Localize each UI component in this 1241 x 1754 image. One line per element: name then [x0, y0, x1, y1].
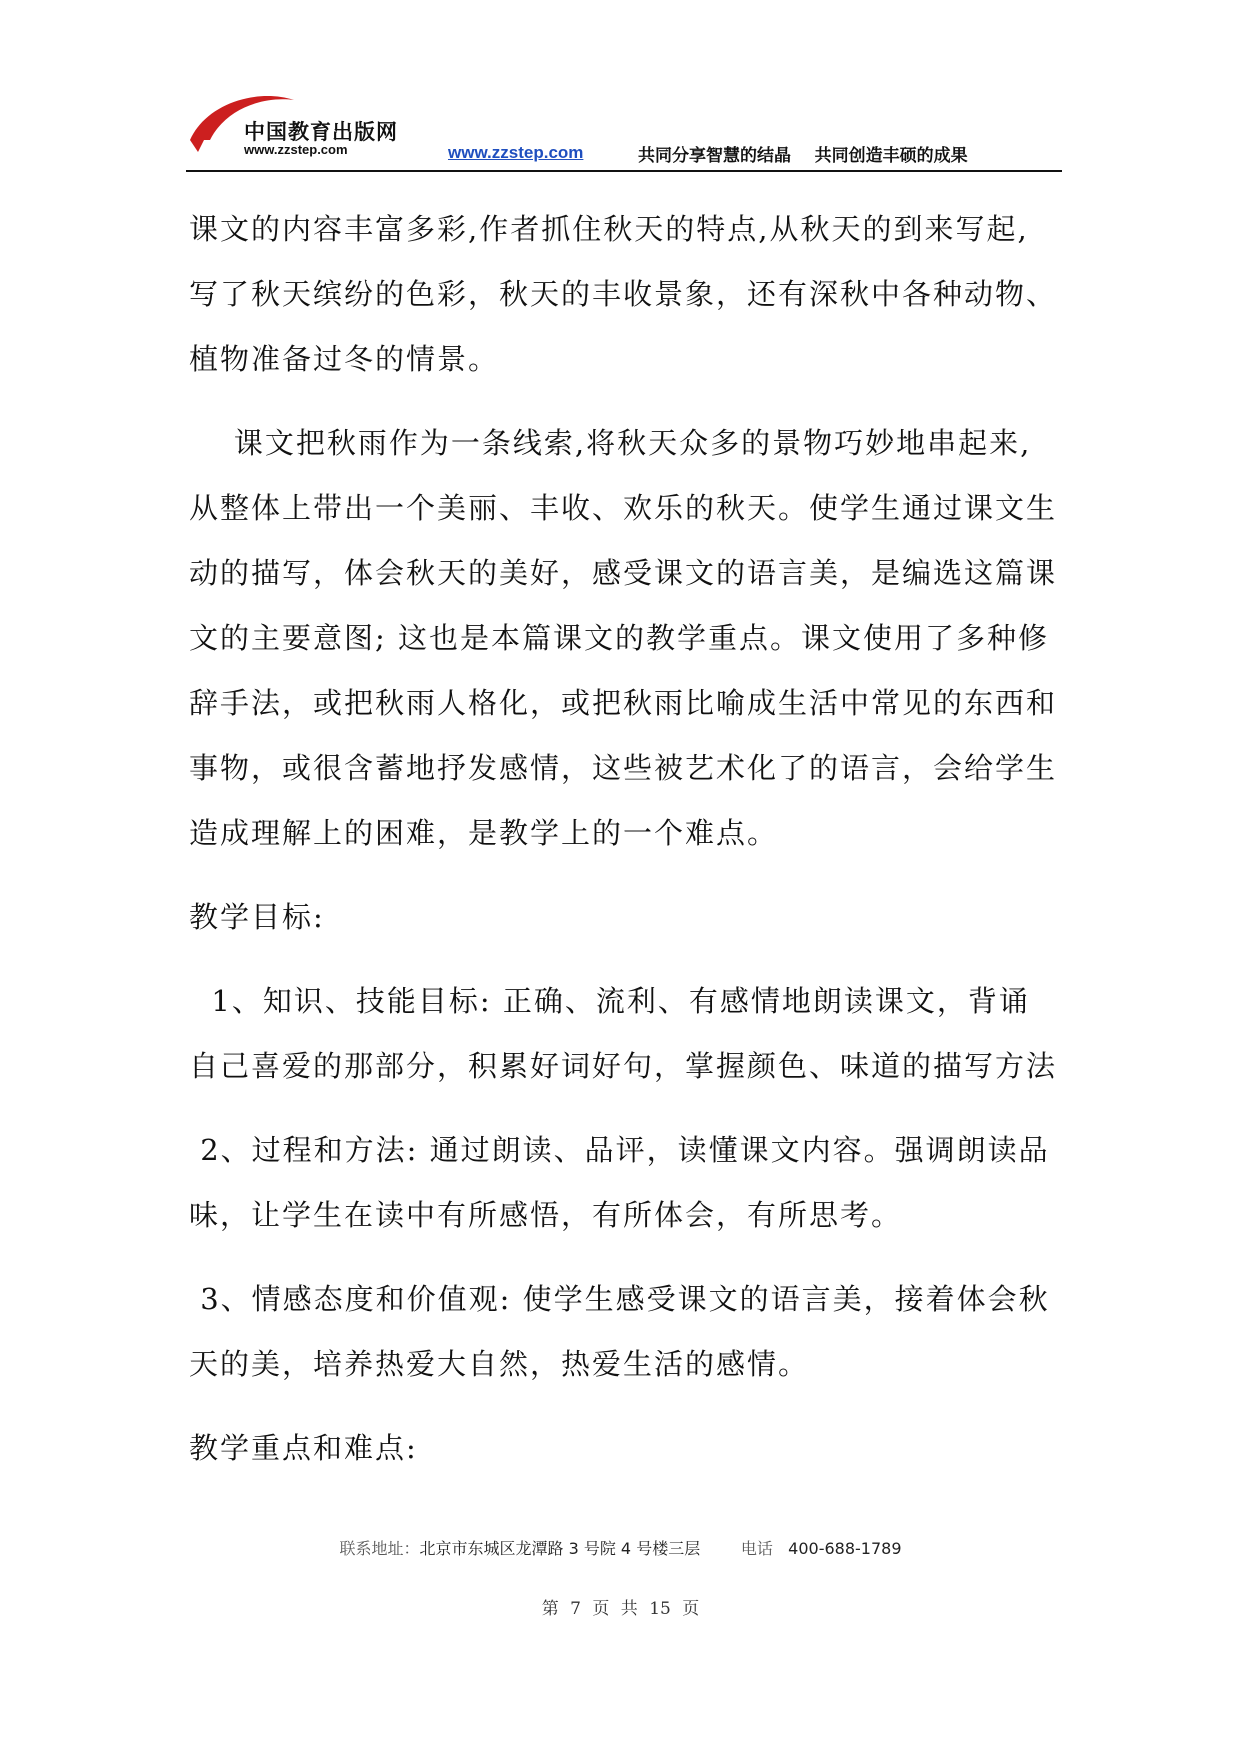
body-line: 写了秋天缤纷的色彩，秋天的丰收景象，还有深秋中各种动物、	[189, 277, 1058, 311]
page-header	[186, 86, 1062, 172]
page-current: 7	[570, 1599, 581, 1619]
body-line: 课文的内容丰富多彩,作者抓住秋天的特点,从秋天的到来写起,	[189, 212, 1029, 246]
body-line: 动的描写，体会秋天的美好，感受课文的语言美，是编选这篇课	[189, 556, 1058, 590]
body-line: 文的主要意图; 这也是本篇课文的教学重点。课文使用了多种修	[189, 621, 1049, 655]
body-line: 自己喜爱的那部分，积累好词好句，掌握颜色、味道的描写方法	[189, 1049, 1058, 1083]
body-line: 辞手法，或把秋雨人格化，或把秋雨比喻成生活中常见的东西和	[189, 686, 1058, 720]
header-slogan: 共同分享智慧的结晶 共同创造丰硕的成果	[638, 146, 968, 166]
section-heading: 教学目标:	[189, 900, 325, 934]
page-prefix: 第	[541, 1599, 559, 1619]
logo-url-text: www.zzstep.com	[244, 142, 348, 157]
page-total: 15	[649, 1599, 671, 1619]
footer-contact	[0, 1536, 1241, 1559]
page-number	[0, 1594, 1241, 1619]
document-body	[189, 197, 1069, 1481]
phone-label: 电话	[740, 1539, 773, 1558]
contact-address: 北京市东城区龙潭路 3 号院 4 号楼三层	[419, 1539, 701, 1558]
body-line: 1、知识、技能目标: 正确、流利、有感情地朗读课文，背诵	[189, 984, 1030, 1018]
logo-chinese-text: 中国教育出版网	[244, 119, 398, 144]
body-line: 从整体上带出一个美丽、丰收、欢乐的秋天。使学生通过课文生	[189, 491, 1058, 525]
section-heading: 教学重点和难点:	[189, 1431, 418, 1465]
page-mid: 页 共	[592, 1599, 638, 1619]
body-line: 造成理解上的困难，是教学上的一个难点。	[189, 816, 779, 850]
page-suffix: 页	[682, 1599, 700, 1619]
body-line: 课文把秋雨作为一条线索,将秋天众多的景物巧妙地串起来,	[189, 426, 1032, 460]
body-line: 事物，或很含蓄地抒发感情，这些被艺术化了的语言，会给学生	[189, 751, 1058, 785]
body-line: 味，让学生在读中有所感悟，有所体会，有所思考。	[189, 1198, 903, 1232]
body-line: 3、情感态度和价值观: 使学生感受课文的语言美，接着体会秋	[189, 1282, 1050, 1316]
header-website-link[interactable]: www.zzstep.com	[448, 143, 584, 162]
body-line: 天的美，培养热爱大自然，热爱生活的感情。	[189, 1347, 810, 1381]
contact-label: 联系地址：	[339, 1539, 420, 1558]
body-line: 植物准备过冬的情景。	[189, 342, 500, 376]
site-logo[interactable]	[186, 86, 396, 170]
phone-number: 400-688-1789	[788, 1539, 902, 1558]
body-line: 2、过程和方法: 通过朗读、品评，读懂课文内容。强调朗读品	[189, 1133, 1050, 1167]
